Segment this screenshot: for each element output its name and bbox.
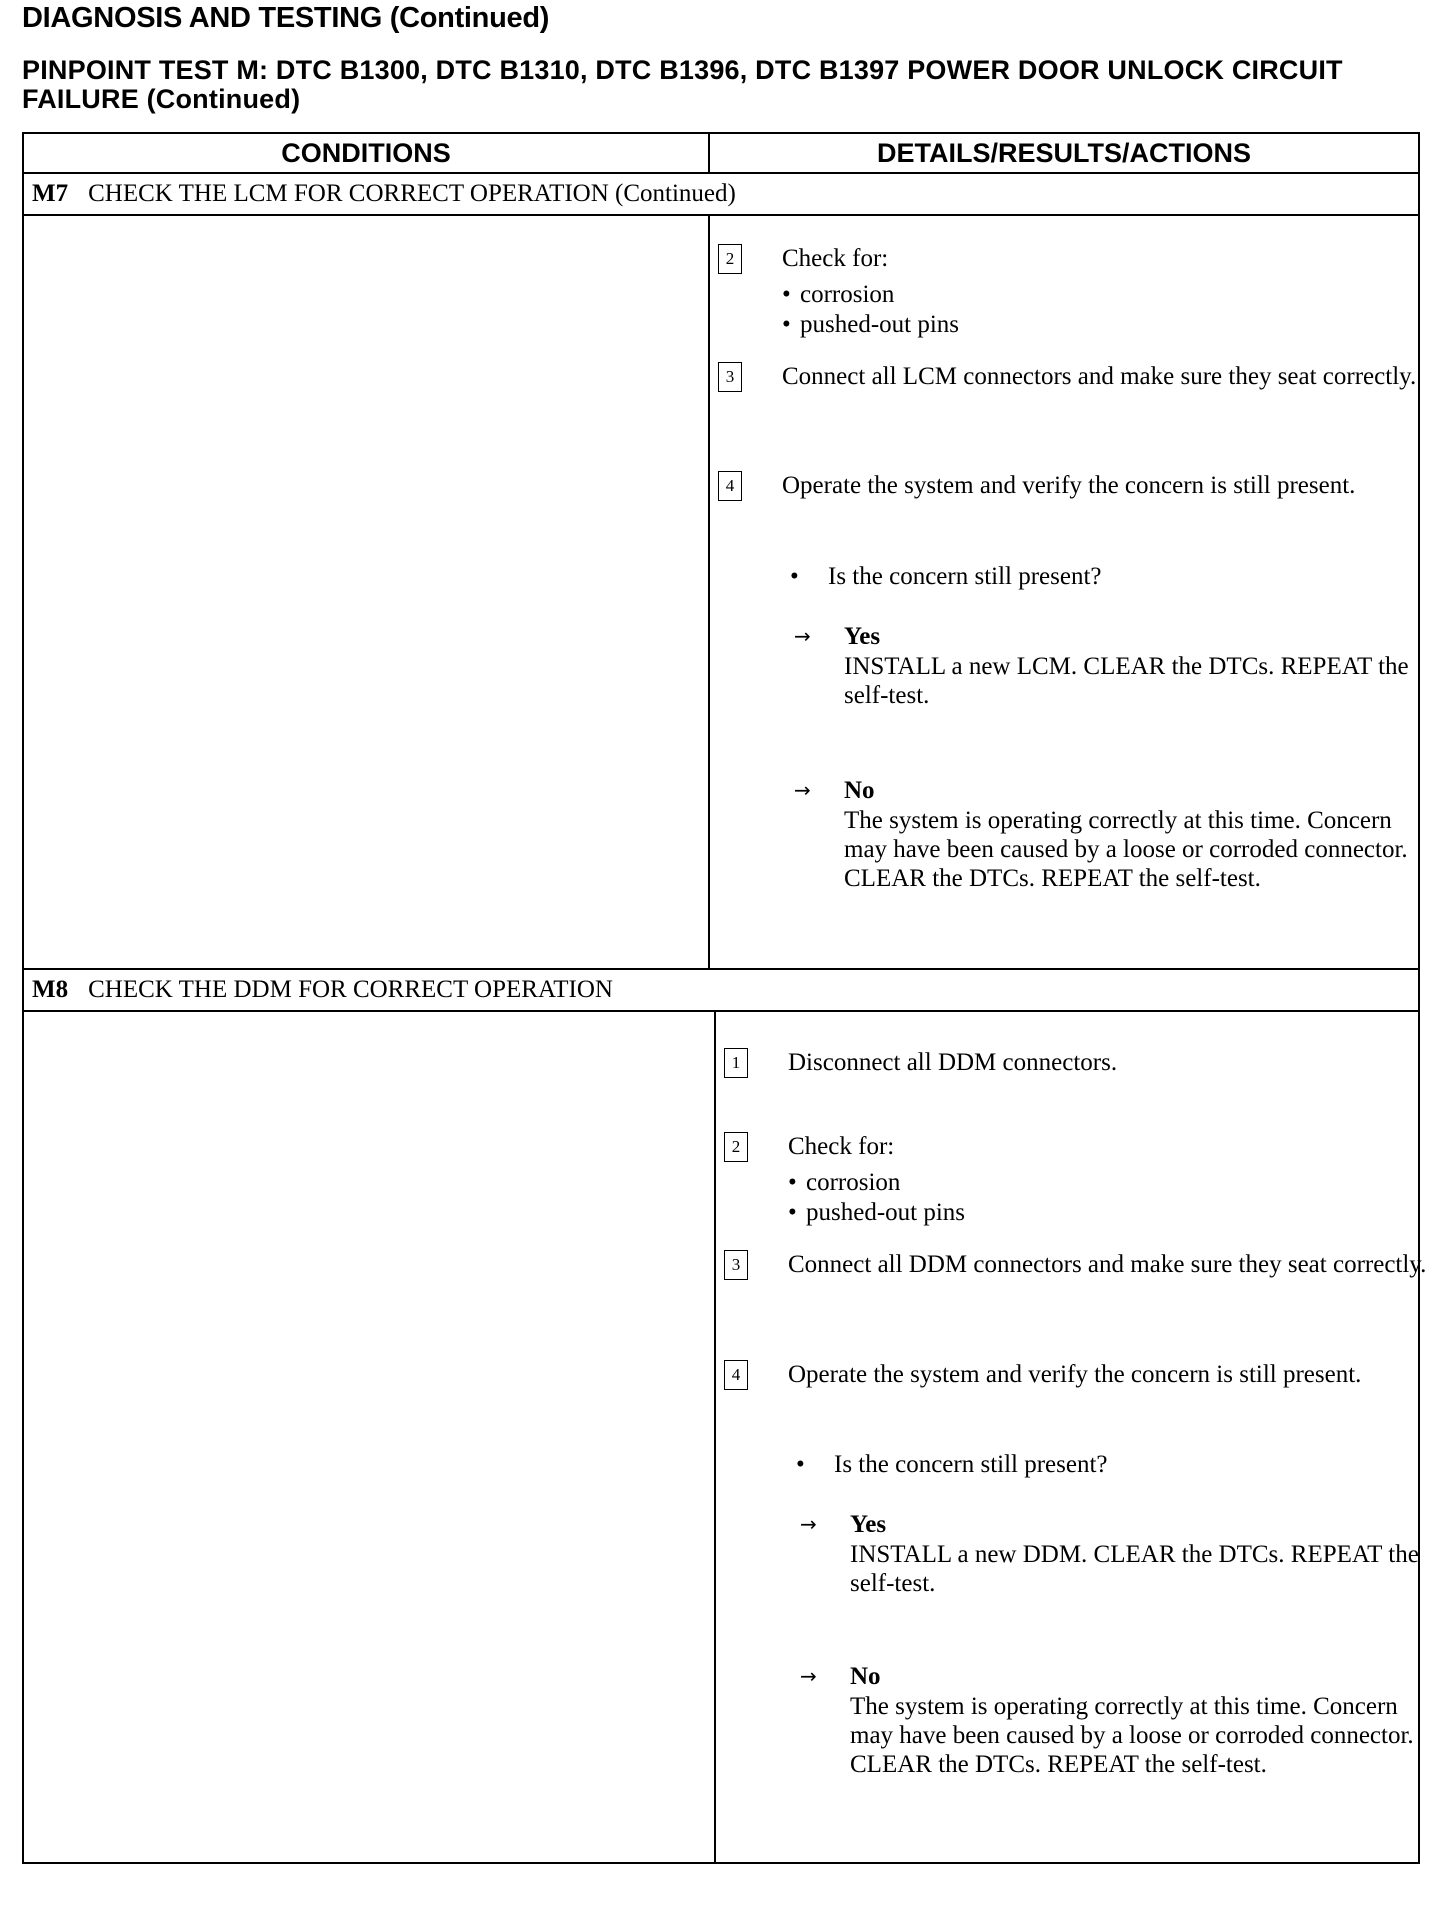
m7-step-title: CHECK THE LCM FOR CORRECT OPERATION (Continued) — [88, 180, 736, 207]
step-number: 2 — [724, 1132, 748, 1162]
pinpoint-test-table — [22, 132, 1427, 1864]
column-divider — [708, 134, 710, 172]
m7-check-list — [782, 280, 959, 340]
step-text: Connect all DDM connectors and make sure they seat correctly. — [788, 1251, 1427, 1278]
bullet-icon: • — [796, 1451, 805, 1478]
step-number: 3 — [724, 1250, 748, 1280]
step-number: 1 — [724, 1048, 748, 1078]
m8-step-title: CHECK THE DDM FOR CORRECT OPERATION — [88, 976, 613, 1003]
conditions-column-header: CONDITIONS — [281, 138, 451, 168]
arrow-right-icon: → — [794, 778, 811, 802]
step-text: Disconnect all DDM connectors. — [788, 1049, 1118, 1076]
m8-details-cell — [724, 1012, 1427, 1862]
list-item: • pushed-out pins — [782, 310, 959, 340]
step-text: Connect all LCM connectors and make sure they seat correctly. — [782, 363, 1417, 390]
step-text: Operate the system and verify the concern is still present. — [782, 472, 1356, 499]
arrow-right-icon: → — [800, 1512, 817, 1536]
bullet-icon: • — [790, 563, 799, 590]
m7-step-row — [32, 174, 736, 214]
answer-text: INSTALL a new LCM. CLEAR the DTCs. REPEAT the self-test. — [844, 653, 1409, 709]
arrow-right-icon: → — [794, 624, 811, 648]
m8-column-divider — [714, 1012, 716, 1862]
answer-text: INSTALL a new DDM. CLEAR the DTCs. REPEAT the self-test. — [850, 1541, 1419, 1597]
m8-check-list — [788, 1168, 965, 1228]
arrow-right-icon: → — [800, 1664, 817, 1688]
step-number: 4 — [718, 471, 742, 501]
step-number: 2 — [718, 244, 742, 274]
step-number: 4 — [724, 1360, 748, 1390]
answer-label: No — [844, 777, 875, 804]
question-text: Is the concern still present? — [828, 563, 1102, 590]
step-text: Check for: — [788, 1133, 895, 1160]
section-title: DIAGNOSIS AND TESTING (Continued) — [22, 2, 550, 34]
question-text: Is the concern still present? — [834, 1451, 1108, 1478]
m7-step-id: M7 — [32, 180, 69, 207]
list-item: • corrosion — [788, 1168, 965, 1198]
answer-text: The system is operating correctly at this time. Concern may have been caused by a loose or corroded connector. CLEAR the DTCs. REPEAT the self-test. — [850, 1693, 1414, 1778]
test-title: PINPOINT TEST M: DTC B1300, DTC B1310, DTC B1396, DTC B1397 POWER DOOR UNLOCK CIRCUIT FAILURE (Continued) — [22, 55, 1343, 114]
answer-label: No — [850, 1663, 881, 1690]
step-text: Check for: — [782, 245, 889, 272]
answer-text: The system is operating correctly at this time. Concern may have been caused by a loose or corroded connector. CLEAR the DTCs. REPEAT the self-test. — [844, 807, 1408, 892]
details-column-header: DETAILS/RESULTS/ACTIONS — [876, 138, 1251, 168]
m8-step-id: M8 — [32, 976, 69, 1003]
answer-label: Yes — [844, 623, 881, 650]
answer-label: Yes — [850, 1511, 887, 1538]
list-item: • corrosion — [782, 280, 959, 310]
step-text: Operate the system and verify the concern is still present. — [788, 1361, 1362, 1388]
list-item: • pushed-out pins — [788, 1198, 965, 1228]
m7-details-cell — [718, 216, 1418, 968]
m8-step-row — [32, 970, 613, 1010]
step-number: 3 — [718, 362, 742, 392]
m7-column-divider — [708, 216, 710, 968]
